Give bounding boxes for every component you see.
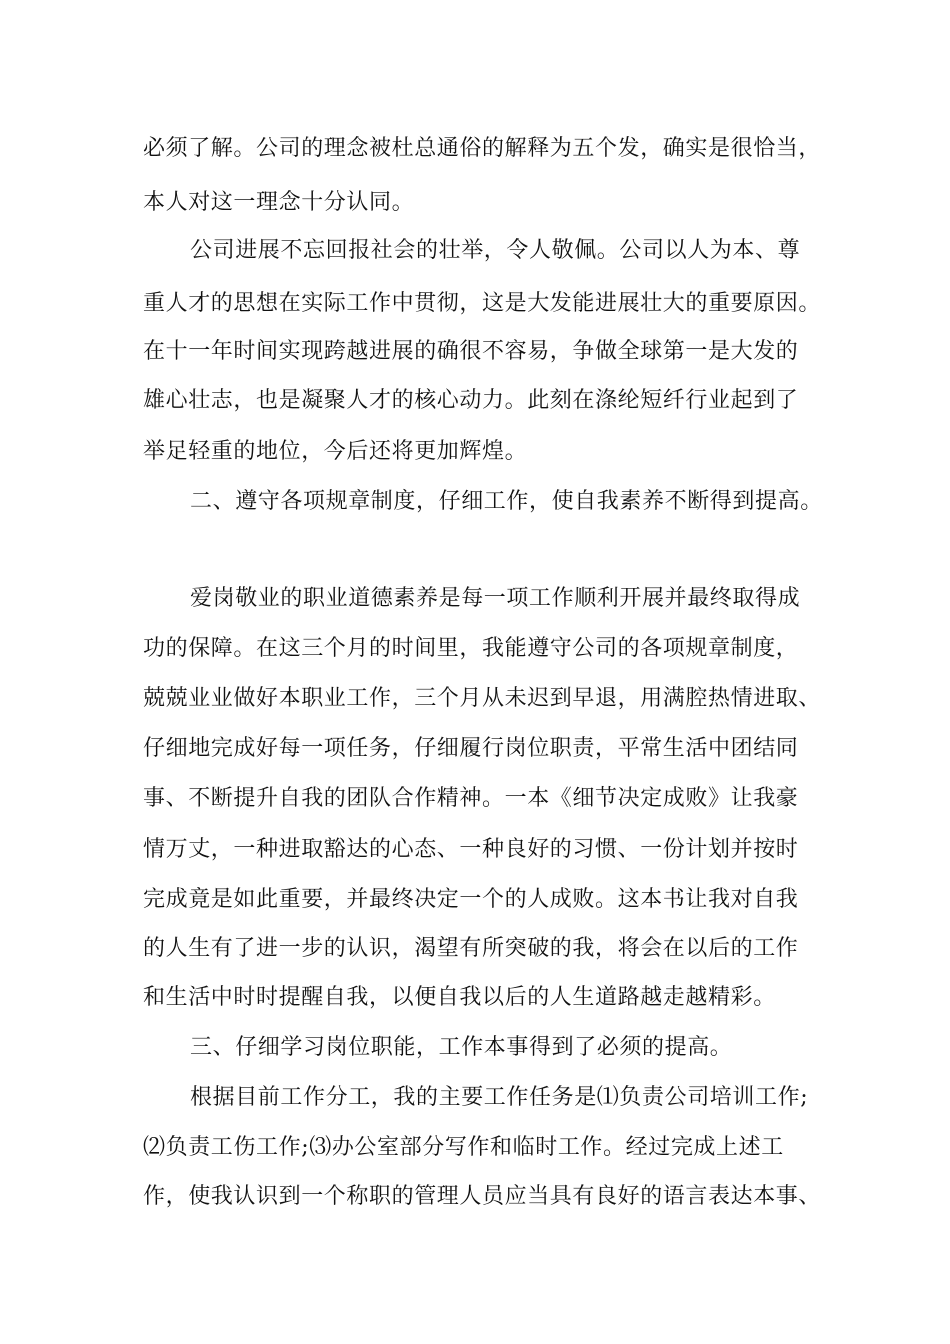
text-line: 情万丈，一种进取豁达的心态、一种良好的习惯、一份计划并按时 [143, 837, 799, 862]
section-heading-3: 三、仔细学习岗位职能，工作本事得到了必须的提高。 [190, 1035, 733, 1060]
text-line: 和生活中时时提醒自我，以便自我以后的人生道路越走越精彩。 [143, 985, 776, 1010]
text-line: 仔细地完成好每一项任务，仔细履行岗位职责，平常生活中团结同 [143, 736, 799, 761]
text-line: 的人生有了进一步的认识，渴望有所突破的我，将会在以后的工作 [143, 936, 799, 961]
text-line: 举足轻重的地位，今后还将更加辉煌。 [143, 439, 528, 464]
text-line: 作，使我认识到一个称职的管理人员应当具有良好的语言表达本事、 [143, 1184, 822, 1209]
paragraph-first-line: 爱岗敬业的职业道德素养是每一项工作顺利开展并最终取得成 [190, 586, 801, 611]
text-line: 兢兢业业做好本职业工作，三个月从未迟到早退，用满腔热情进取、 [143, 686, 822, 711]
text-line: 本人对这一理念十分认同。 [143, 190, 415, 215]
text-line: ⑵负责工伤工作;⑶办公室部分写作和临时工作。经过完成上述工 [143, 1135, 784, 1160]
text-line: 必须了解。公司的理念被杜总通俗的解释为五个发，确实是很恰当， [143, 136, 822, 161]
paragraph-first-line: 根据目前工作分工，我的主要工作任务是⑴负责公司培训工作; [190, 1085, 809, 1110]
paragraph-first-line: 公司进展不忘回报社会的壮举，令人敬佩。公司以人为本、尊 [190, 238, 801, 263]
text-line: 在十一年时间实现跨越进展的确很不容易，争做全球第一是大发的 [143, 339, 799, 364]
text-line: 功的保障。在这三个月的时间里，我能遵守公司的各项规章制度， [143, 636, 799, 661]
text-line: 完成竟是如此重要，并最终决定一个的人成败。这本书让我对自我 [143, 887, 799, 912]
section-heading-2: 二、遵守各项规章制度，仔细工作，使自我素养不断得到提高。 [190, 489, 823, 514]
text-line: 事、不断提升自我的团队合作精神。一本《细节决定成败》让我豪 [143, 786, 799, 811]
text-line: 重人才的思想在实际工作中贯彻，这是大发能进展壮大的重要原因。 [143, 291, 822, 316]
text-line: 雄心壮志，也是凝聚人才的核心动力。此刻在涤纶短纤行业起到了 [143, 388, 799, 413]
